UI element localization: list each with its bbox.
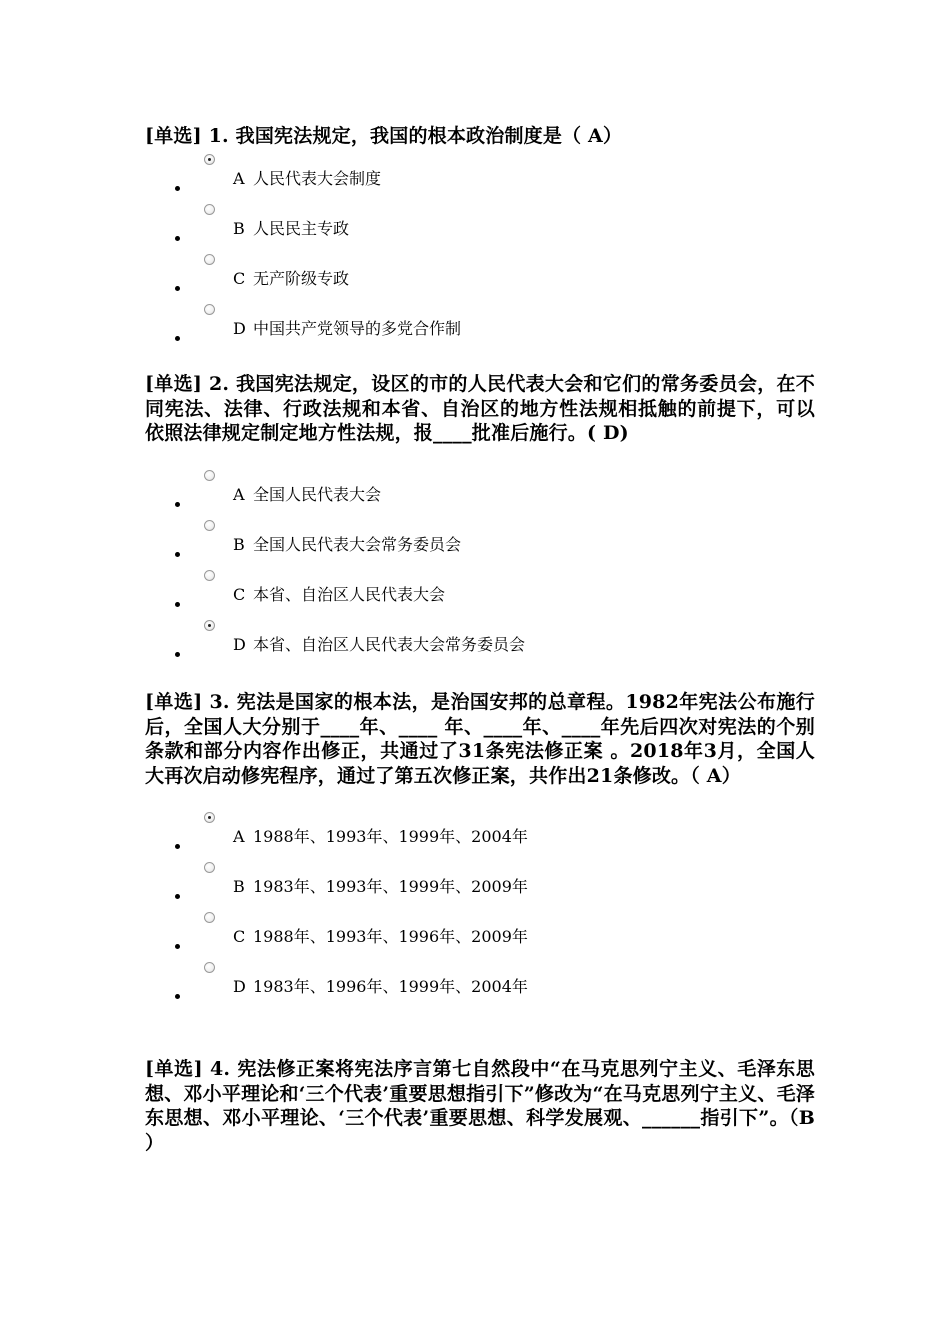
option-c[interactable] — [145, 249, 815, 299]
option-d[interactable] — [145, 299, 815, 349]
bullet-icon — [175, 502, 180, 507]
bullet-icon — [175, 652, 180, 657]
question-4 — [145, 1057, 815, 1155]
radio-unselected-icon[interactable] — [204, 912, 215, 923]
option-letter: B — [233, 218, 245, 238]
option-label: 本省、自治区人民代表大会常务委员会 — [253, 634, 526, 654]
option-list — [145, 149, 815, 349]
option-label: 无产阶级专政 — [253, 268, 350, 288]
bullet-icon — [175, 844, 180, 849]
bullet-icon — [175, 602, 180, 607]
option-b[interactable] — [145, 199, 815, 249]
bullet-icon — [175, 994, 180, 999]
radio-unselected-icon[interactable] — [204, 520, 215, 531]
question-text: [单选] 1. 我国宪法规定，我国的根本政治制度是（ A） — [145, 125, 623, 147]
radio-selected-icon[interactable] — [204, 154, 215, 165]
bullet-icon — [175, 552, 180, 557]
option-a[interactable] — [145, 149, 815, 199]
option-letter: A — [233, 168, 245, 188]
option-letter: B — [233, 534, 245, 554]
option-b[interactable] — [145, 515, 815, 565]
option-list — [145, 465, 815, 665]
option-letter: C — [233, 268, 246, 288]
bullet-icon — [175, 236, 180, 241]
option-a[interactable] — [145, 465, 815, 515]
option-c[interactable] — [145, 907, 815, 957]
radio-unselected-icon[interactable] — [204, 304, 215, 315]
question-text: [单选] 4. 宪法修正案将宪法序言第七自然段中“在马克思列宁主义、毛泽东思想、邓小平理论和‘三个代表’重要思想指引下”修改为“在马克思列宁主义、毛泽东思想、邓小平理论、‘三个代表’重要思想、科学发展观、______指引下”。（B ） — [145, 1058, 815, 1154]
radio-selected-icon[interactable] — [204, 620, 215, 631]
radio-unselected-icon[interactable] — [204, 962, 215, 973]
option-letter: C — [233, 584, 246, 604]
bullet-icon — [175, 186, 180, 191]
bullet-icon — [175, 894, 180, 899]
option-letter: C — [233, 927, 246, 946]
radio-unselected-icon[interactable] — [204, 862, 215, 873]
option-a[interactable] — [145, 807, 815, 857]
radio-selected-icon[interactable] — [204, 812, 215, 823]
option-label: 1983年、1993年、1999年、2009年 — [253, 877, 528, 896]
option-b[interactable] — [145, 857, 815, 907]
option-letter: D — [233, 634, 246, 654]
option-label: 1988年、1993年、1996年、2009年 — [253, 927, 528, 946]
option-label: 全国人民代表大会 — [253, 484, 382, 504]
bullet-icon — [175, 944, 180, 949]
bullet-icon — [175, 336, 180, 341]
option-label: 人民民主专政 — [253, 218, 350, 238]
radio-unselected-icon[interactable] — [204, 570, 215, 581]
option-letter: B — [233, 877, 245, 896]
option-letter: A — [233, 484, 245, 504]
option-letter: D — [233, 977, 246, 996]
radio-unselected-icon[interactable] — [204, 204, 215, 215]
option-c[interactable] — [145, 565, 815, 615]
bullet-icon — [175, 286, 180, 291]
question-2 — [145, 372, 815, 665]
option-label: 全国人民代表大会常务委员会 — [253, 534, 462, 554]
radio-unselected-icon[interactable] — [204, 470, 215, 481]
option-label: 本省、自治区人民代表大会 — [253, 584, 446, 604]
question-text: [单选] 3. 宪法是国家的根本法，是治国安邦的总章程。1982年宪法公布施行后，全国人大分别于____年、____ 年、____年、____年先后四次对宪法的个别条款和部分内容作出修正，共通过了31条宪法修正案 。2018年3月，全国人大再次启动修宪程序，通过了第五次修正案，共作出21条修改。（ A） — [145, 691, 815, 787]
option-label: 人民代表大会制度 — [253, 168, 382, 188]
option-letter: A — [233, 827, 245, 846]
option-label: 1988年、1993年、1999年、2004年 — [253, 827, 528, 846]
option-d[interactable] — [145, 615, 815, 665]
option-list — [145, 807, 815, 1007]
option-letter: D — [233, 318, 246, 338]
radio-unselected-icon[interactable] — [204, 254, 215, 265]
question-3 — [145, 690, 815, 1007]
option-label: 1983年、1996年、1999年、2004年 — [253, 977, 528, 996]
option-label: 中国共产党领导的多党合作制 — [253, 318, 462, 338]
question-1 — [145, 124, 815, 349]
option-d[interactable] — [145, 957, 815, 1007]
question-text: [单选] 2. 我国宪法规定，设区的市的人民代表大会和它们的常务委员会，在不同宪法、法律、行政法规和本省、自治区的地方性法规相抵触的前提下，可以依照法律规定制定地方性法规，报____批准后施行。( D) — [145, 373, 815, 444]
